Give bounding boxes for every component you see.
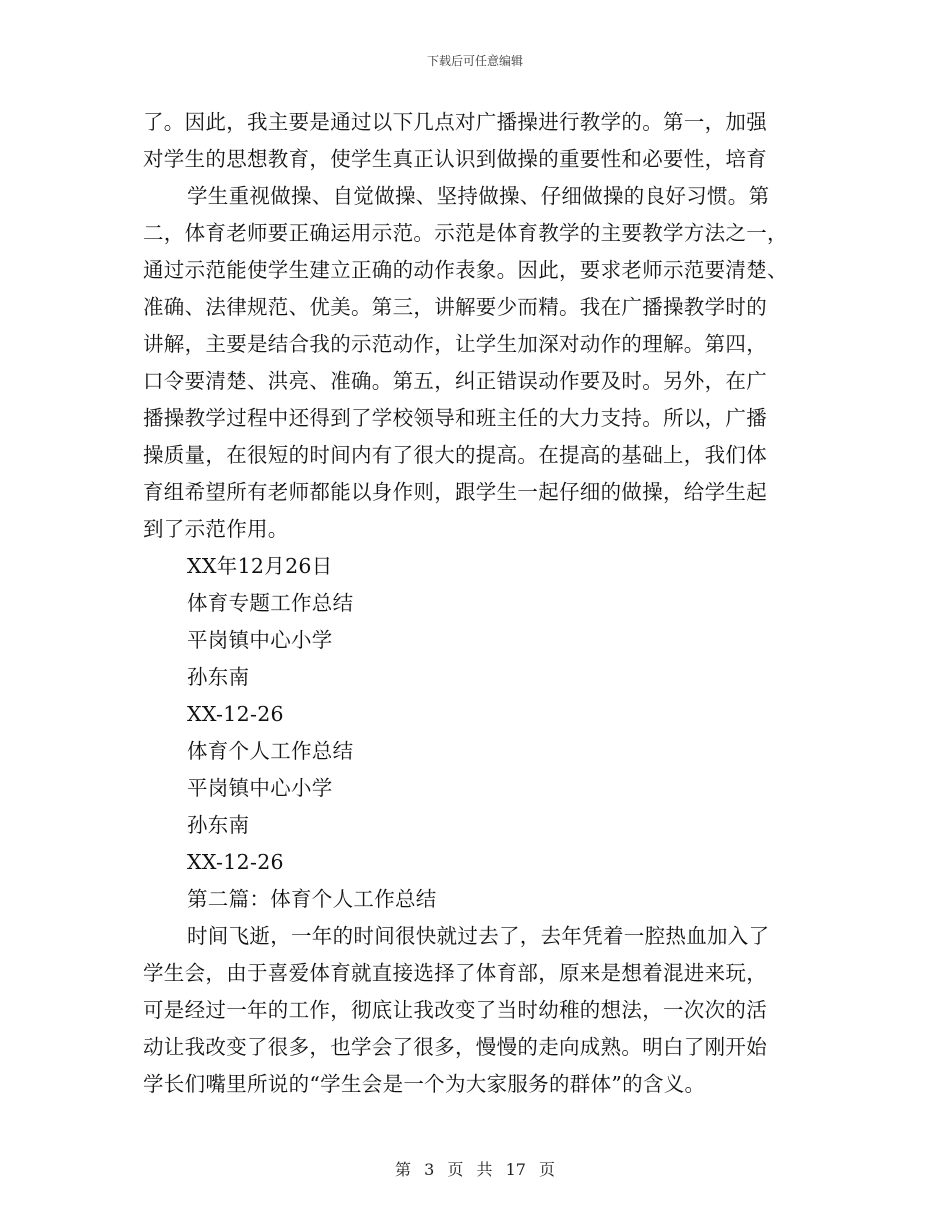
text-line: 操质量，在很短的时间内有了很大的提高。在提高的基础上，我们体 bbox=[143, 443, 767, 467]
page-prefix: 第 bbox=[394, 1160, 411, 1179]
text-line: 时间飞逝，一年的时间很快就过去了，去年凭着一腔热血加入了 bbox=[187, 924, 770, 948]
page-number bbox=[0, 1157, 950, 1180]
school-name: 平岗镇中心小学 bbox=[187, 776, 333, 800]
text-line: 通过示范能使学生建立正确的动作表象。因此，要求老师示范要清楚、 bbox=[143, 258, 788, 282]
text-line: 对学生的思想教育，使学生真正认识到做操的重要性和必要性，培育 bbox=[143, 147, 767, 171]
school-name: 平岗镇中心小学 bbox=[187, 628, 333, 652]
text-line: 育组希望所有老师都能以身作则，跟学生一起仔细的做操，给学生起 bbox=[143, 480, 767, 504]
total-pages: 17 bbox=[505, 1160, 526, 1179]
text-line: 二，体育老师要正确运用示范。示范是体育教学的主要教学方法之一， bbox=[143, 221, 788, 245]
author-name: 孙东南 bbox=[187, 813, 250, 837]
page-suffix: 页 bbox=[539, 1160, 556, 1179]
text-line: 可是经过一年的工作，彻底让我改变了当时幼稚的想法，一次次的活 bbox=[143, 998, 767, 1022]
date-line: XX-12-26 bbox=[187, 702, 284, 726]
text-line: 讲解，主要是结合我的示范动作，让学生加深对动作的理解。第四， bbox=[143, 332, 767, 356]
page-mid: 页 bbox=[447, 1160, 464, 1179]
date-line: XX年12月26日 bbox=[187, 554, 333, 578]
text-line: 口令要清楚、洪亮、准确。第五，纠正错误动作要及时。另外，在广 bbox=[143, 369, 767, 393]
text-line: 播操教学过程中还得到了学校领导和班主任的大力支持。所以，广播 bbox=[143, 406, 767, 430]
total-prefix: 共 bbox=[476, 1160, 493, 1179]
text-line: 学长们嘴里所说的“学生会是一个为大家服务的群体”的含义。 bbox=[143, 1072, 706, 1096]
document-body bbox=[143, 104, 808, 1103]
text-line: 了。因此，我主要是通过以下几点对广播操进行教学的。第一，加强 bbox=[143, 110, 767, 134]
current-page: 3 bbox=[424, 1160, 435, 1179]
text-line: 学生会，由于喜爱体育就直接选择了体育部，原来是想着混进来玩， bbox=[143, 961, 767, 985]
author-name: 孙东南 bbox=[187, 665, 250, 689]
page-header: 下载后可任意编辑 bbox=[426, 54, 523, 68]
text-line: 准确、法律规范、优美。第三，讲解要少而精。我在广播操教学时的 bbox=[143, 295, 767, 319]
section-title: 体育专题工作总结 bbox=[187, 591, 354, 615]
text-line: 学生重视做操、自觉做操、坚持做操、仔细做操的良好习惯。第 bbox=[187, 184, 770, 208]
section-title: 体育个人工作总结 bbox=[187, 739, 354, 763]
date-line: XX-12-26 bbox=[187, 850, 284, 874]
chapter-title: 第二篇：体育个人工作总结 bbox=[187, 887, 437, 911]
text-line: 动让我改变了很多，也学会了很多，慢慢的走向成熟。明白了刚开始 bbox=[143, 1035, 767, 1059]
text-line: 到了示范作用。 bbox=[143, 517, 289, 541]
